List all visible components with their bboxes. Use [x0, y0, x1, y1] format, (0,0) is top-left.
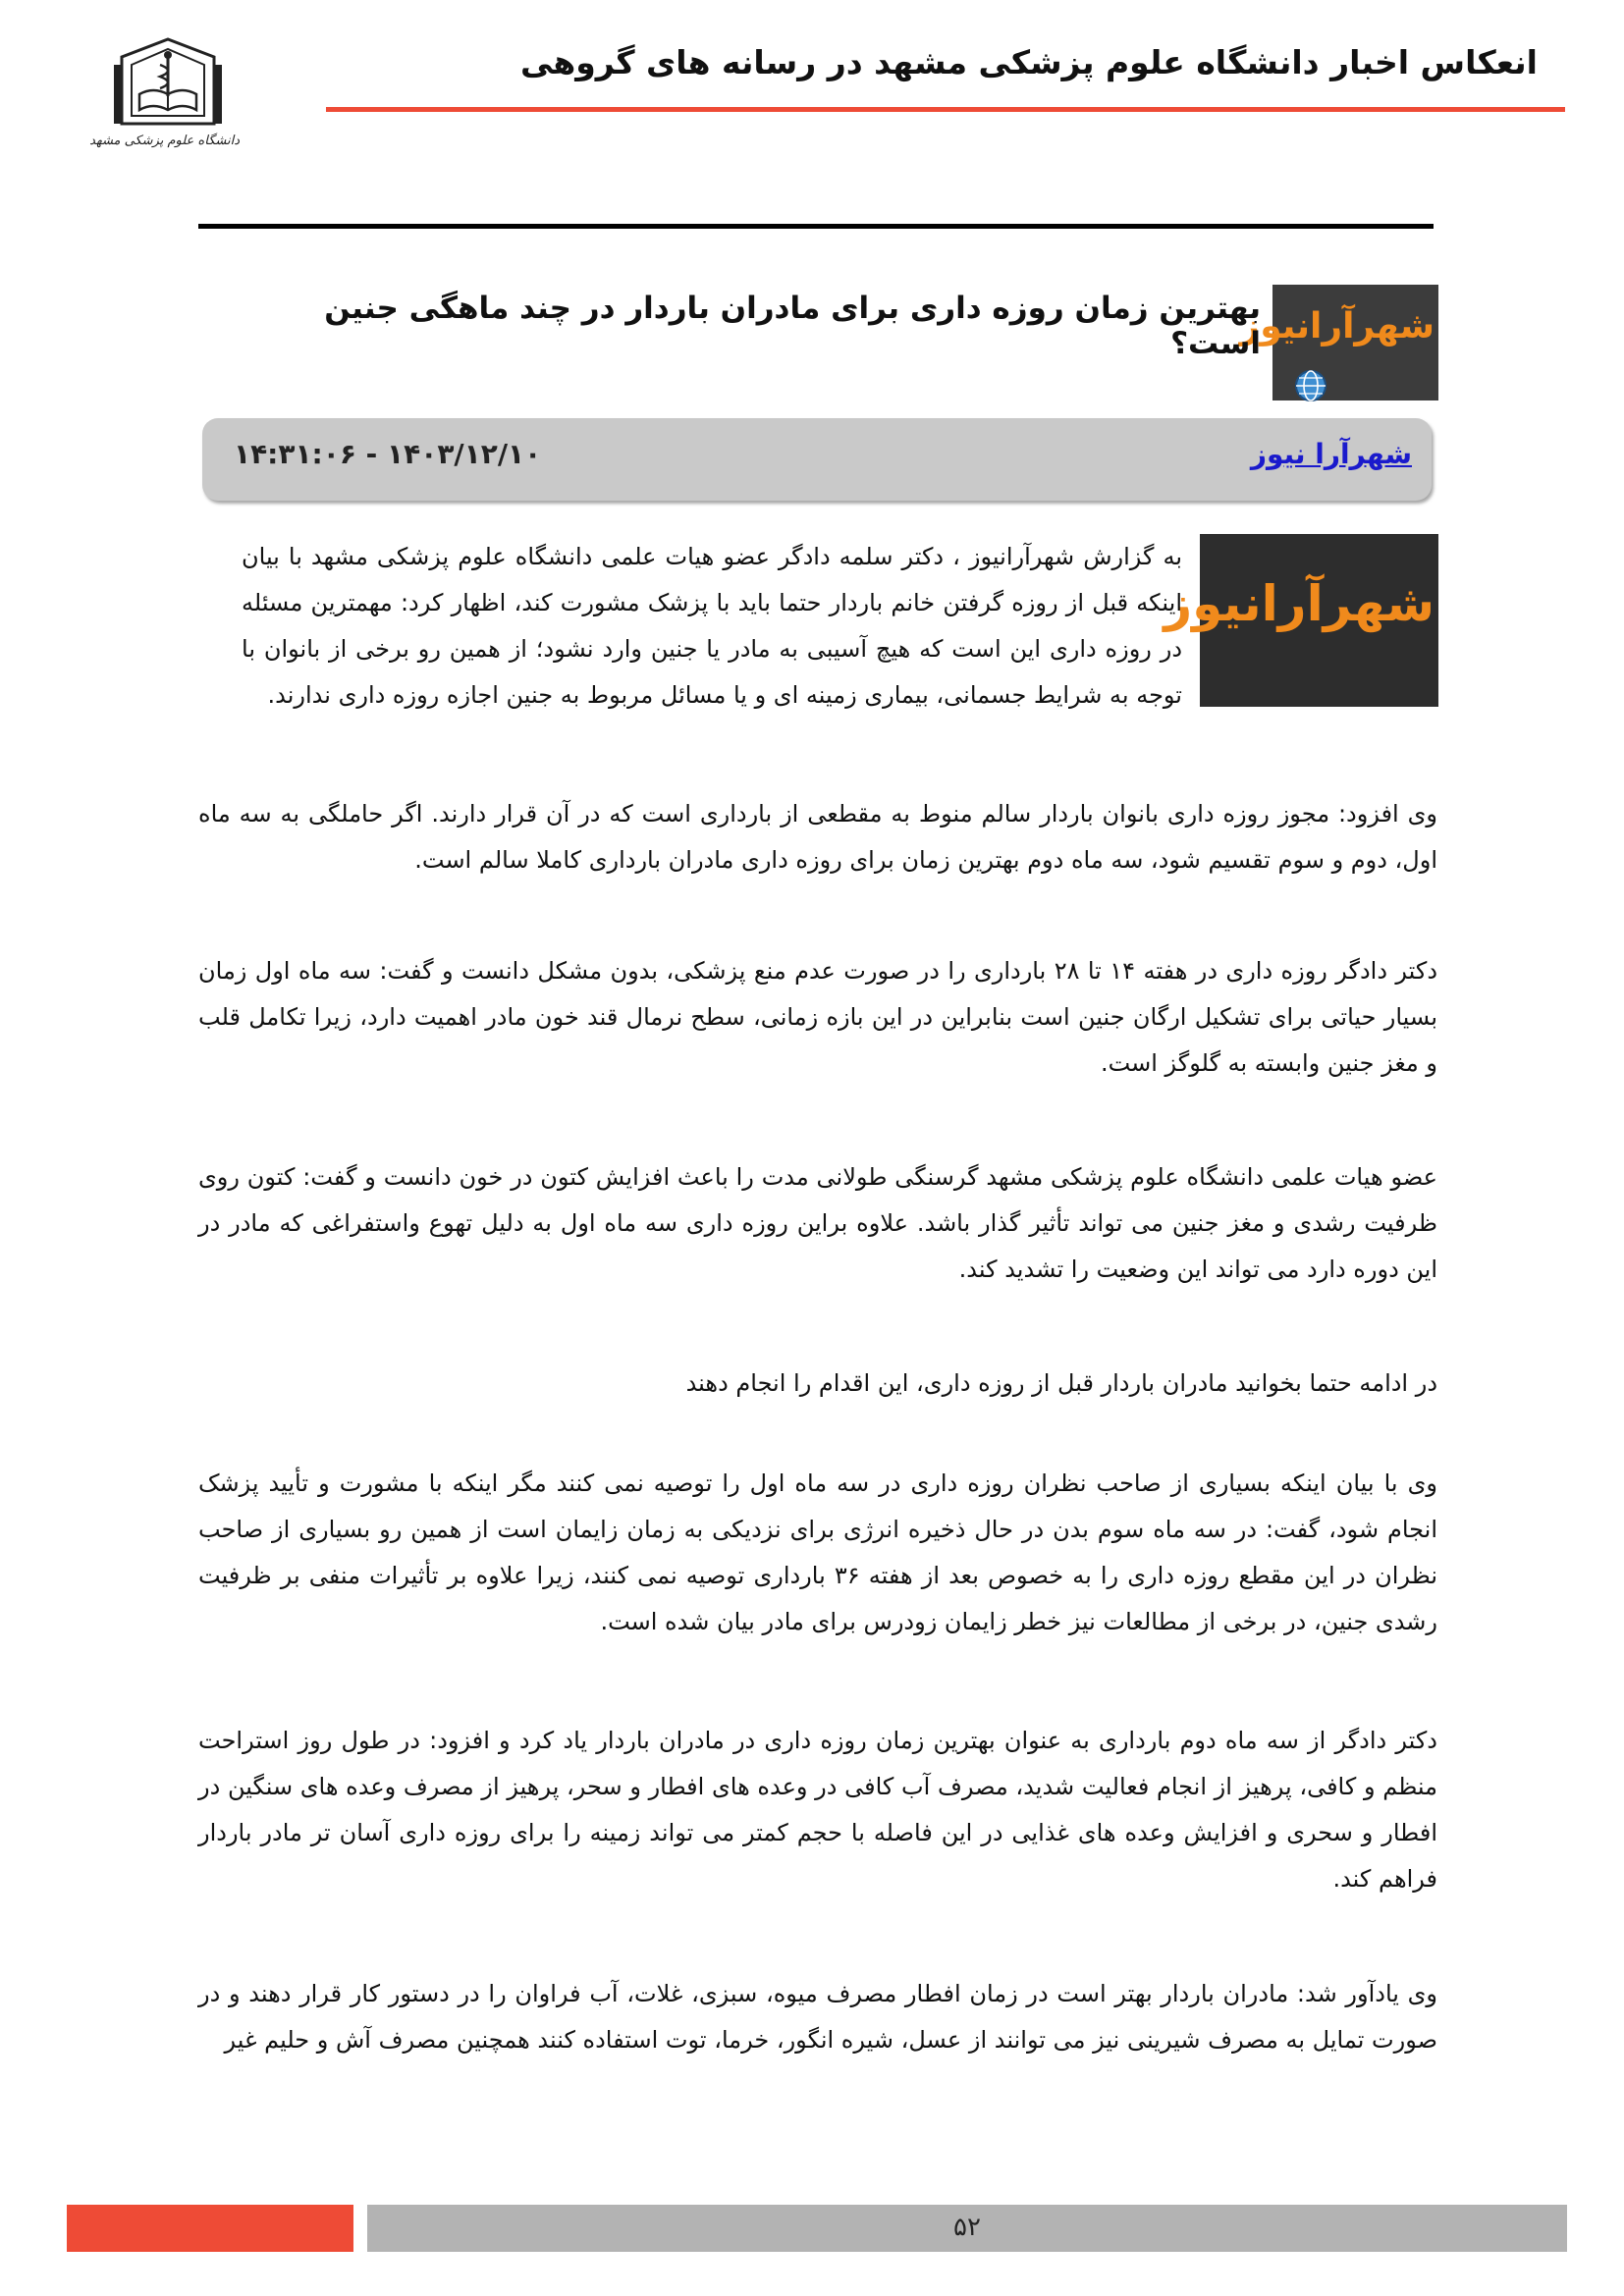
- university-emblem-icon: [89, 35, 240, 161]
- header-accent-rule: [326, 107, 1565, 112]
- section-separator: [198, 224, 1434, 229]
- globe-icon: [1294, 369, 1327, 402]
- article-meta-bar: [202, 418, 1432, 501]
- publish-datetime: ۱۴:۳۱:۰۶ - ۱۴۰۳/۱۲/۱۰: [234, 438, 542, 470]
- article-link-paragraph[interactable]: در ادامه حتما بخوانید مادران باردار قبل از روزه داری، این اقدام را انجام دهند: [685, 1369, 1437, 1397]
- article-lead-image: [1164, 534, 1438, 707]
- article-paragraph: وی یادآور شد: مادران باردار بهتر است در زمان افطار مصرف میوه، سبزی، غلات، آب فراوان را در دستور کار قرار دهند و در صورت تمایل به مصرف شیرینی نیز می توانند از عسل، شیره انگور، خرما، توت استفاده کنند همچنین مصرف آش و حلیم غیر: [198, 1980, 1437, 2054]
- page-number: ۵۲: [953, 2213, 981, 2242]
- article-paragraph: وی با بیان اینکه بسیاری از صاحب نظران روزه داری در سه ماه اول را توصیه نمی کنند مگر اینکه با مشورت و تأیید پزشک انجام شود، گفت: در سه ماه سوم بدن در حال ذخیره انرژی برای نزدیکی به زمان زایمان است از همین رو بسیاری از صاحب نظران در این مقطع روزه داری را به خصوص بعد از هفته ۳۶ بارداری توصیه نمی کنند، زیرا علاوه بر تأثیرات منفی بر ظرفیت رشدی جنین، در برخی از مطالعات نیز خطر زایمان زودرس برای مادر بیان شده است.: [198, 1469, 1437, 1635]
- article-paragraph: دکتر دادگر از سه ماه دوم بارداری به عنوان بهترین زمان روزه داری در مادران باردار یاد کرد و افزود: در طول روز استراحت منظم و کافی، پرهیز از انجام فعالیت شدید، مصرف آب کافی در وعده های افطار و سحر، پرهیز از مصرف وعده های سنگین در افطار و سحری و افزایش وعده های غذایی در این فاصله با حجم کمتر می تواند زمینه را برای روزه داری آسان تر مادر باردار فراهم کند.: [198, 1727, 1437, 1893]
- university-name-caption: دانشگاه علوم پزشکی مشهد: [89, 133, 240, 148]
- article-paragraph: به گزارش شهرآرانیوز ، دکتر سلمه دادگر عضو هیات علمی دانشگاه علوم پزشکی مشهد با بیان اینکه قبل از روزه گرفتن خانم باردار حتما باید با پزشک مشورت کند، اظهار کرد: مهمترین مسئله در روزه داری این است که هیچ آسیبی به مادر یا جنین وارد نشود؛ از همین رو برخی از بانوان با توجه به شرایط جسمانی، بیماری زمینه ای و یا مسائل مربوط به جنین اجازه روزه داری ندارند.: [242, 543, 1182, 709]
- article-paragraph: وی افزود: مجوز روزه داری بانوان باردار سالم منوط به مقطعی از بارداری است که در آن قرار دارند. اگر حاملگی به سه ماه اول، دوم و سوم تقسیم شود، سه ماه دوم بهترین زمان برای روزه داری مادران بارداری کاملا سالم است.: [198, 800, 1437, 874]
- article-paragraph: دکتر دادگر روزه داری در هفته ۱۴ تا ۲۸ بارداری را در صورت عدم منع پزشکی، بدون مشکل دانست و گفت: سه ماه اول زمان بسیار حیاتی برای تشکیل ارگان جنین است بنابراین در این بازه زمانی، سطح نرمال قند خون مادر اهمیت دارد، زیرا تکامل قلب و مغز جنین وابسته به گلوگز است.: [198, 957, 1438, 1077]
- source-logo-text: شهرآرانیوز: [1239, 306, 1435, 347]
- footer-accent-block: [67, 2205, 353, 2252]
- article-headline: بهترین زمان روزه داری برای مادران باردار در چند ماهگی جنین است؟: [324, 291, 1261, 361]
- article-paragraph: عضو هیات علمی دانشگاه علوم پزشکی مشهد گرسنگی طولانی مدت را باعث افزایش کتون در خون دانست و گفت: کتون روی ظرفیت رشدی و مغز جنین می تواند تأثیر گذار باشد. علاوه براین روزه داری سه ماه اول به دلیل تهوع واستفراغی که مادر در این دوره دارد می تواند این وضعیت را تشدید کند.: [198, 1163, 1437, 1283]
- lead-image-logo-text: شهرآرانیوز: [1164, 575, 1435, 632]
- document-header-title: انعکاس اخبار دانشگاه علوم پزشکی مشهد در رسانه های گروهی: [520, 43, 1538, 81]
- source-link[interactable]: شهرآرا نیوز: [1250, 438, 1412, 470]
